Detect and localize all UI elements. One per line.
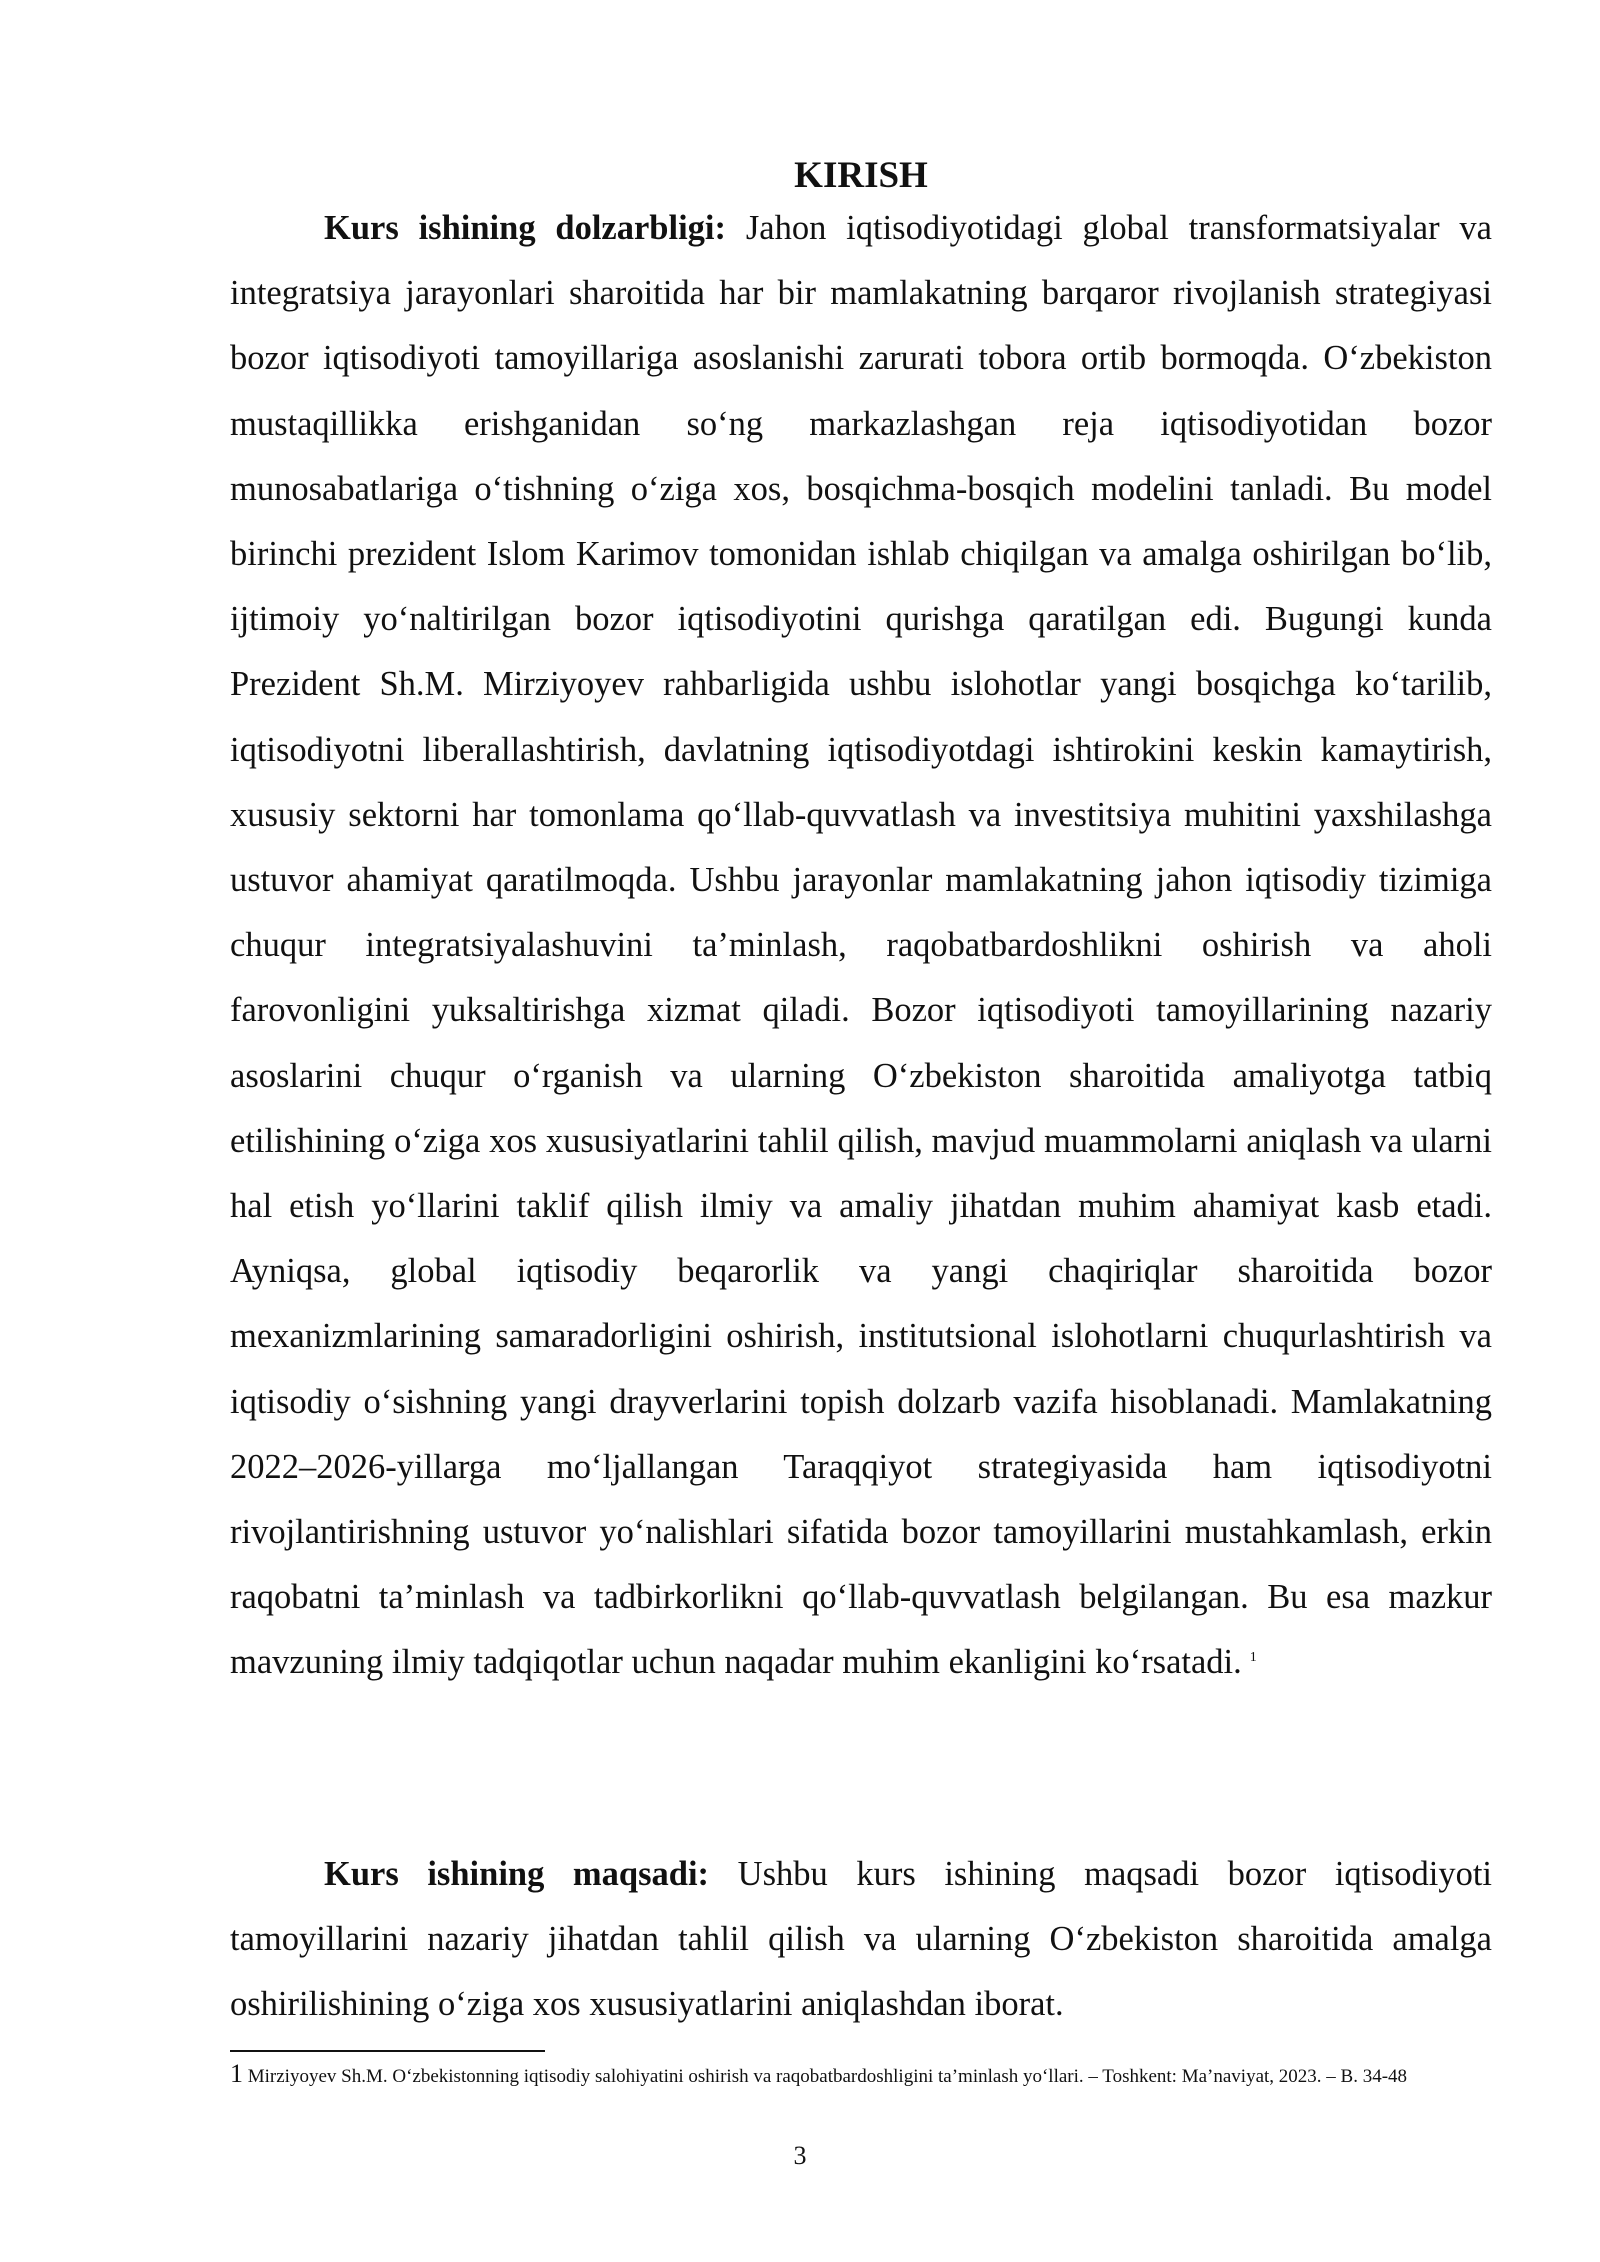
footnote (230, 2060, 1492, 2091)
document-title: KIRISH (794, 155, 928, 196)
relevance-heading: Kurs ishining dolzarbligi: (324, 209, 726, 247)
footnote-text: Mirziyoyev Sh.M. O‘zbekistonning iqtisodiy salohiyatini oshirish va raqobatbardoshligini ta’minlash yo‘llari. – Toshkent: Ma’naviyat, 2023. – B. 34-48 (247, 2066, 1408, 2087)
goal-heading: Kurs ishining maqsadi: (324, 1855, 710, 1893)
page-number: 3 (793, 2141, 807, 2170)
relevance-paragraph (230, 196, 1492, 1696)
footnote-number: 1 (230, 2059, 243, 2088)
goal-paragraph (230, 1842, 1492, 2038)
footnote-separator (230, 2050, 545, 2052)
relevance-text: Jahon iqtisodiyotidagi global transformatsiyalar va integratsiya jarayonlari sharoitida har bir mamlakatning barqaror rivojlanish strategiyasi bozor iqtisodiyoti tamoyillariga asoslanishi zarurati tobora ortib bormoqda. O‘zbekiston mustaqillikka erishganidan so‘ng markazlashgan reja iqtisodiyotidan bozor munosabatlariga o‘tishning o‘ziga xos, bosqichma-bosqich modelini tanladi. Bu model birinchi prezident Islom Karimov tomonidan ishlab chiqilgan va amalga oshirilgan bo‘lib, ijtimoiy yo‘naltirilgan bozor iqtisodiyotini qurishga qaratilgan edi. Bugungi kunda Prezident Sh.M. Mirziyoyev rahbarligida ushbu islohotlar yangi bosqichga ko‘tarilib, iqtisodiyotni liberallashtirish, davlatning iqtisodiyotdagi ishtirokini keskin kamaytirish, xususiy sektorni har tomonlama qo‘llab-quvvatlash va investitsiya muhitini yaxshilashga ustuvor ahamiyat qaratilmoqda. Ushbu jarayonlar mamlakatning jahon iqtisodiy tizimiga chuqur integratsiyalashuvini ta’minlash, raqobatbardoshlikni oshirish va aholi farovonligini yuksaltirishga xizmat qiladi. Bozor iqtisodiyoti tamoyillarining nazariy asoslarini chuqur o‘rganish va ularning O‘zbekiston sharoitida amaliyotga tatbiq etilishining o‘ziga xos xususiyatlarini tahlil qilish, mavjud muammolarni aniqlash va ularni hal etish yo‘llarini taklif qilish ilmiy va amaliy jihatdan muhim ahamiyat kasb etadi. Ayniqsa, global iqtisodiy beqarorlik va yangi chaqiriqlar sharoitida bozor mexanizmlarining samaradorligini oshirish, institutsional islohotlarni chuqurlashtirish va iqtisodiy o‘sishning yangi drayverlarini topish dolzarb vazifa hisoblanadi. Mamlakatning 2022–2026-yillarga mo‘ljallangan Taraqqiyot strategiyasida ham iqtisodiyotni rivojlantirishning ustuvor yo‘nalishlari sifatida bozor tamoyillarini mustahkamlash, erkin raqobatni ta’minlash va tadbirkorlikni qo‘llab-quvvatlash belgilangan. Bu esa mazkur mavzuning ilmiy tadqiqotlar uchun naqadar muhim ekanligini ko‘rsatadi. (230, 209, 1492, 1682)
goal-text: Ushbu kurs ishining maqsadi bozor iqtisodiyoti tamoyillarini nazariy jihatdan tahlil qilish va ularning O‘zbekiston sharoitida amalga oshirilishining o‘ziga xos xususiyatlarini aniqlashdan iborat. (230, 1855, 1493, 2024)
footnote-reference[interactable]: 1 (1249, 1649, 1257, 1665)
